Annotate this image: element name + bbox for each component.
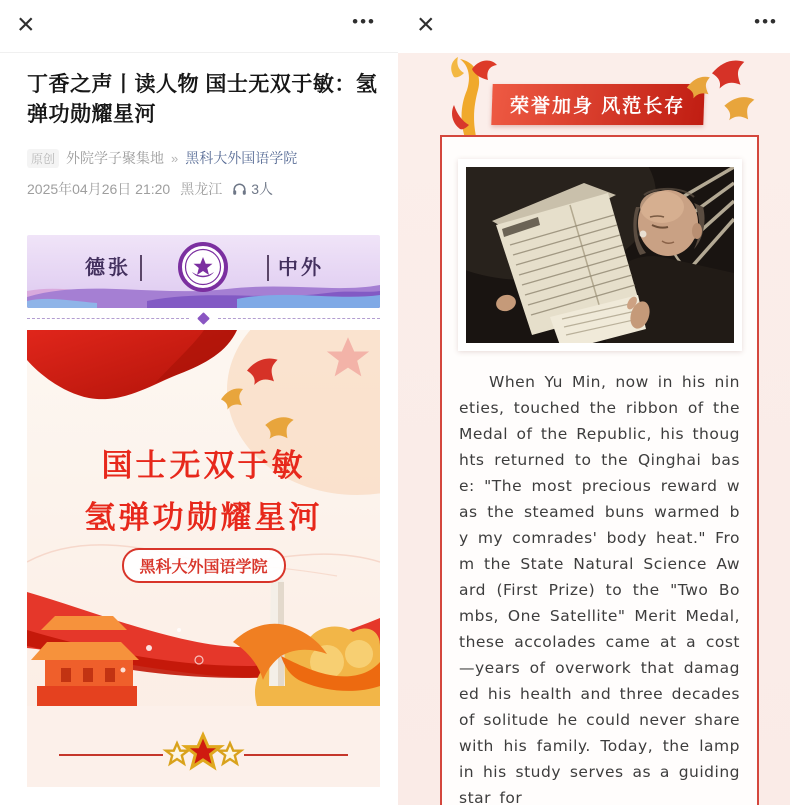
article-date-row	[27, 179, 273, 199]
doves-icon	[684, 54, 772, 128]
original-badge: 原创	[27, 149, 59, 168]
article-panel-right	[398, 0, 805, 805]
more-menu-icon[interactable]: •••	[352, 12, 376, 31]
headphones-icon	[232, 182, 247, 196]
divider-dash	[218, 318, 380, 319]
account-link[interactable]: 黑科大外国语学院	[185, 150, 298, 166]
more-menu-icon[interactable]: •••	[754, 12, 778, 31]
honor-banner-title: 荣誉加身 风范长存	[510, 96, 686, 117]
article-paragraph: When Yu Min, now in his nineties, touched the ribbon of the Medal of the Republic, his thoughts returned to the Qinghai base: "The most precious reward was the steamed buns warmed by my comrades' body heat." From the State Natural Science Award (First Prize) to the "Two Bombs, One Satellite" Merit Medal, these accolades came at a cost—years of overwork that damaged his health and three decades of solitude he could never share with his family. Today, the lamp in his study serves as a guiding star for	[459, 373, 740, 805]
honor-banner	[491, 84, 704, 125]
close-icon[interactable]: ×	[17, 8, 35, 41]
article-title: 丁香之声丨读人物 国士无双于敏：氢弹功勋耀星河	[27, 73, 378, 126]
diamond-icon	[197, 312, 210, 325]
poster-image[interactable]	[27, 330, 380, 787]
poster-title-line1: 国士无双于敏	[101, 448, 306, 483]
close-icon[interactable]: ×	[417, 8, 435, 41]
article-content-box	[440, 135, 759, 805]
photo-yu-min-art	[466, 167, 734, 343]
publish-date: 2025年04月26日 21:20	[27, 181, 171, 197]
college-emblem-icon	[180, 244, 226, 290]
banner-motto-right: 中外	[267, 255, 324, 281]
college-banner-art	[27, 235, 380, 308]
poster-college-badge: 黑科大外国语学院	[121, 548, 285, 583]
publish-location: 黑龙江	[180, 181, 223, 197]
audio-listeners[interactable]	[232, 179, 273, 199]
source-link[interactable]: 外院学子聚集地	[66, 150, 165, 166]
chevron-icon: »	[171, 150, 179, 166]
banner-motto-left: 德张	[85, 255, 142, 281]
photo-yu-min[interactable]	[458, 159, 742, 351]
college-banner-image[interactable]	[27, 235, 380, 308]
poster-title-line2: 氢弹功勋耀星河	[84, 500, 323, 535]
section-divider	[27, 314, 380, 323]
listener-count: 3人	[251, 181, 274, 197]
article-body-background	[398, 53, 790, 805]
header-divider	[0, 52, 398, 53]
divider-dash	[27, 318, 189, 319]
article-meta-row	[27, 148, 297, 168]
article-panel-left	[0, 0, 398, 805]
